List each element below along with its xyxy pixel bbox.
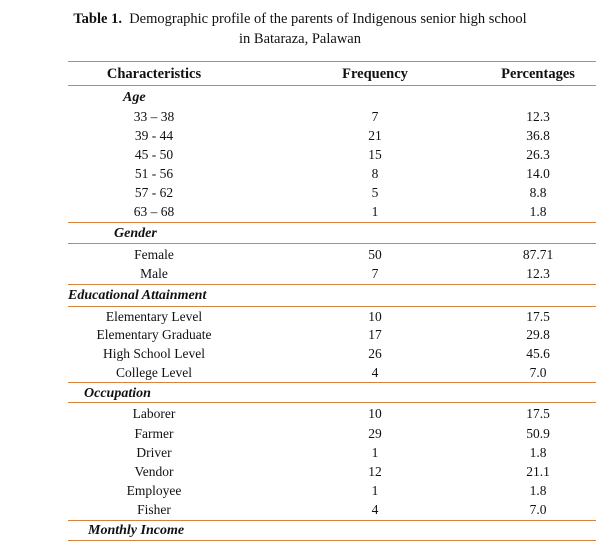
column-header-characteristics: Characteristics	[106, 66, 202, 82]
table-title-line1: Demographic profile of the parents of Indigenous senior high school	[129, 11, 527, 27]
cell-frequency: 12	[368, 464, 382, 479]
cell-characteristic: Vendor	[134, 464, 174, 479]
section-title-gender: Gender	[114, 226, 157, 241]
table-row	[68, 424, 596, 443]
cell-frequency: 15	[368, 147, 382, 162]
cell-percentage: 17.5	[526, 309, 550, 324]
cell-characteristic: 39 - 44	[134, 128, 174, 143]
cell-frequency: 17	[368, 327, 382, 342]
cell-percentage: 7.0	[529, 502, 547, 517]
cell-percentage: 1.8	[529, 445, 547, 460]
cell-frequency: 10	[368, 406, 382, 421]
cell-characteristic: Fisher	[137, 502, 171, 517]
cell-characteristic: 51 - 56	[134, 166, 174, 181]
cell-characteristic: 57 - 62	[134, 185, 174, 200]
table-row	[68, 107, 596, 126]
table-row	[68, 363, 596, 382]
cell-characteristic: Farmer	[134, 426, 174, 441]
cell-characteristic: Employee	[126, 483, 182, 498]
table-row	[68, 164, 596, 183]
cell-percentage: 1.8	[529, 483, 547, 498]
cell-percentage: 21.1	[526, 464, 550, 479]
table-row	[68, 325, 596, 344]
cell-frequency: 4	[371, 502, 379, 517]
table-label: Table 1.	[73, 11, 122, 27]
cell-frequency: 26	[368, 346, 382, 361]
cell-frequency: 1	[371, 445, 379, 460]
cell-frequency: 50	[368, 247, 382, 262]
table-caption	[0, 9, 600, 49]
table-row	[68, 443, 596, 462]
table-row	[68, 202, 596, 221]
cell-percentage: 29.8	[526, 327, 550, 342]
cell-characteristic: Male	[140, 266, 168, 281]
section-title-income: Monthly Income	[88, 523, 185, 538]
cell-percentage: 17.5	[526, 406, 550, 421]
rule-bottom	[68, 540, 596, 541]
cell-frequency: 5	[371, 185, 379, 200]
section-title-education: Educational Attainment	[68, 288, 207, 303]
table-row	[68, 404, 596, 423]
section-title-occupation: Occupation	[84, 386, 151, 401]
rule-after-gender-title	[68, 243, 596, 244]
cell-characteristic: 33 – 38	[133, 109, 175, 124]
cell-characteristic: 45 - 50	[134, 147, 174, 162]
table-row	[68, 500, 596, 519]
cell-frequency: 29	[368, 426, 382, 441]
table-row	[68, 264, 596, 283]
table-row	[68, 245, 596, 264]
table-row	[68, 344, 596, 363]
table-row	[68, 481, 596, 500]
cell-percentage: 7.0	[529, 365, 547, 380]
cell-frequency: 8	[371, 166, 379, 181]
cell-frequency: 7	[371, 266, 379, 281]
cell-characteristic: College Level	[115, 365, 193, 380]
cell-characteristic: 63 – 68	[133, 204, 175, 219]
table-row	[68, 183, 596, 202]
cell-percentage: 36.8	[526, 128, 550, 143]
cell-frequency: 21	[368, 128, 382, 143]
cell-percentage: 87.71	[522, 247, 554, 262]
rule-after-gender	[68, 284, 596, 285]
rule-top	[68, 61, 596, 62]
column-header-frequency: Frequency	[342, 66, 408, 82]
cell-frequency: 10	[368, 309, 382, 324]
cell-characteristic: Female	[134, 247, 174, 262]
rule-after-education	[68, 382, 596, 383]
section-title-age: Age	[123, 90, 146, 105]
cell-percentage: 26.3	[526, 147, 550, 162]
table-title-line2: in Bataraza, Palawan	[239, 31, 361, 47]
cell-frequency: 4	[371, 365, 379, 380]
cell-percentage: 8.8	[529, 185, 547, 200]
cell-frequency: 1	[371, 483, 379, 498]
rule-header	[68, 85, 596, 86]
cell-percentage: 45.6	[526, 346, 550, 361]
cell-frequency: 7	[371, 109, 379, 124]
rule-after-age	[68, 222, 596, 223]
cell-characteristic: Elementary Graduate	[96, 327, 212, 342]
cell-characteristic: Driver	[136, 445, 172, 460]
cell-percentage: 14.0	[526, 166, 550, 181]
cell-percentage: 12.3	[526, 109, 550, 124]
cell-characteristic: High School Level	[103, 346, 205, 361]
table-row	[68, 145, 596, 164]
cell-characteristic: Elementary Level	[105, 309, 203, 324]
cell-percentage: 1.8	[529, 204, 547, 219]
cell-percentage: 12.3	[526, 266, 550, 281]
cell-characteristic: Laborer	[132, 406, 176, 421]
cell-frequency: 1	[371, 204, 379, 219]
table-row	[68, 126, 596, 145]
column-header-percentages: Percentages	[501, 66, 575, 82]
cell-percentage: 50.9	[526, 426, 550, 441]
table-row	[68, 307, 596, 326]
table-row	[68, 462, 596, 481]
